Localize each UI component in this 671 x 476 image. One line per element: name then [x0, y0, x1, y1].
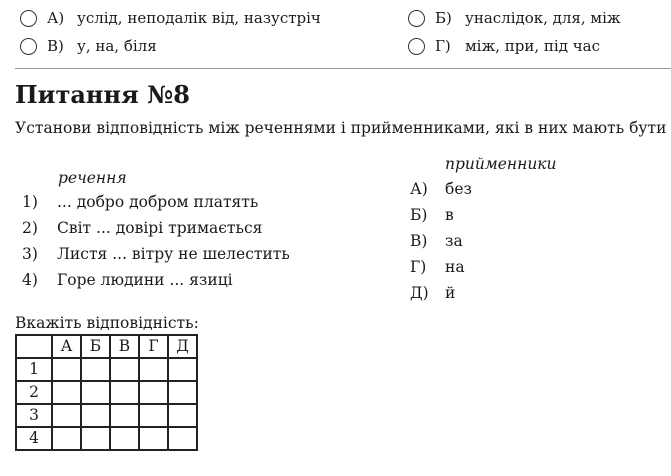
grid-answer-cell[interactable]: [110, 381, 139, 404]
option-a[interactable]: [20, 8, 321, 28]
grid-column-header: Г: [139, 335, 168, 358]
grid-column-header: Д: [168, 335, 197, 358]
sentence-number: 4): [22, 271, 38, 289]
sentence-text: Горе людини ... язиці: [57, 271, 233, 289]
grid-answer-cell[interactable]: [81, 358, 110, 381]
prepositions-header: прийменники: [445, 155, 557, 173]
option-text: між, при, під час: [465, 37, 600, 55]
preposition-item: [410, 206, 454, 228]
preposition-text: без: [445, 180, 472, 198]
preposition-text: в: [445, 206, 454, 224]
preposition-item: [410, 258, 465, 280]
grid-row-header: 1: [16, 358, 52, 381]
grid-answer-cell[interactable]: [110, 427, 139, 450]
preposition-item: [410, 232, 463, 254]
sentence-item: [22, 245, 290, 267]
sentences-header: речення: [58, 169, 127, 187]
radio-button[interactable]: [20, 38, 37, 55]
option-letter: Б): [435, 9, 452, 27]
preposition-text: за: [445, 232, 463, 250]
grid-answer-cell[interactable]: [139, 404, 168, 427]
grid-header-row: [16, 335, 197, 358]
preposition-letter: Д): [410, 284, 429, 302]
preposition-text: й: [445, 284, 456, 302]
sentence-item: [22, 219, 262, 241]
option-text: у, на, біля: [77, 37, 157, 55]
grid-answer-cell[interactable]: [168, 404, 197, 427]
radio-button[interactable]: [20, 10, 37, 27]
option-letter: А): [47, 9, 65, 27]
preposition-letter: А): [410, 180, 428, 198]
grid-answer-cell[interactable]: [52, 381, 81, 404]
grid-row: [16, 358, 197, 381]
sentence-text: Листя ... вітру не шелестить: [57, 245, 290, 263]
grid-answer-cell[interactable]: [110, 358, 139, 381]
sentence-item: [22, 193, 258, 215]
grid-row: [16, 404, 197, 427]
grid-column-header: А: [52, 335, 81, 358]
radio-button[interactable]: [408, 38, 425, 55]
option-v[interactable]: [20, 36, 157, 56]
grid-row-header: 4: [16, 427, 52, 450]
preposition-letter: В): [410, 232, 428, 250]
grid-row-header: 2: [16, 381, 52, 404]
grid-answer-cell[interactable]: [168, 427, 197, 450]
grid-corner-cell: [16, 335, 52, 358]
option-letter: Г): [435, 37, 451, 55]
grid-answer-cell[interactable]: [139, 427, 168, 450]
grid-answer-cell[interactable]: [139, 358, 168, 381]
option-text: унаслідок, для, між: [465, 9, 621, 27]
sentence-number: 3): [22, 245, 38, 263]
preposition-text: на: [445, 258, 465, 276]
question-text: Установи відповідність між реченнями і прийменниками, які в них мають бути: [15, 119, 667, 137]
grid-answer-cell[interactable]: [81, 404, 110, 427]
sentence-number: 2): [22, 219, 38, 237]
grid-column-header: Б: [81, 335, 110, 358]
grid-row: [16, 381, 197, 404]
preposition-letter: Г): [410, 258, 427, 276]
preposition-item: [410, 284, 455, 306]
grid-answer-cell[interactable]: [81, 381, 110, 404]
grid-answer-cell[interactable]: [139, 381, 168, 404]
grid-answer-cell[interactable]: [81, 427, 110, 450]
option-letter: В): [47, 37, 64, 55]
grid-column-header: В: [110, 335, 139, 358]
preposition-letter: Б): [410, 206, 428, 224]
option-text: услід, неподалік від, назустріч: [77, 9, 321, 27]
sentence-item: [22, 271, 233, 293]
option-b[interactable]: [408, 8, 621, 28]
section-divider: [15, 68, 671, 69]
grid-row: [16, 427, 197, 450]
preposition-item: [410, 180, 472, 202]
radio-button[interactable]: [408, 10, 425, 27]
grid-answer-cell[interactable]: [52, 358, 81, 381]
instruction-label: Вкажіть відповідність:: [15, 314, 199, 332]
sentence-text: ... добро добром платять: [57, 193, 259, 211]
answer-grid: [15, 334, 198, 451]
question-title: Питання №8: [15, 80, 190, 109]
sentence-text: Світ ... довірі тримається: [57, 219, 263, 237]
grid-row-header: 3: [16, 404, 52, 427]
grid-answer-cell[interactable]: [168, 358, 197, 381]
sentence-number: 1): [22, 193, 38, 211]
grid-answer-cell[interactable]: [110, 404, 139, 427]
grid-answer-cell[interactable]: [168, 381, 197, 404]
grid-answer-cell[interactable]: [52, 427, 81, 450]
option-g[interactable]: [408, 36, 600, 56]
grid-answer-cell[interactable]: [52, 404, 81, 427]
